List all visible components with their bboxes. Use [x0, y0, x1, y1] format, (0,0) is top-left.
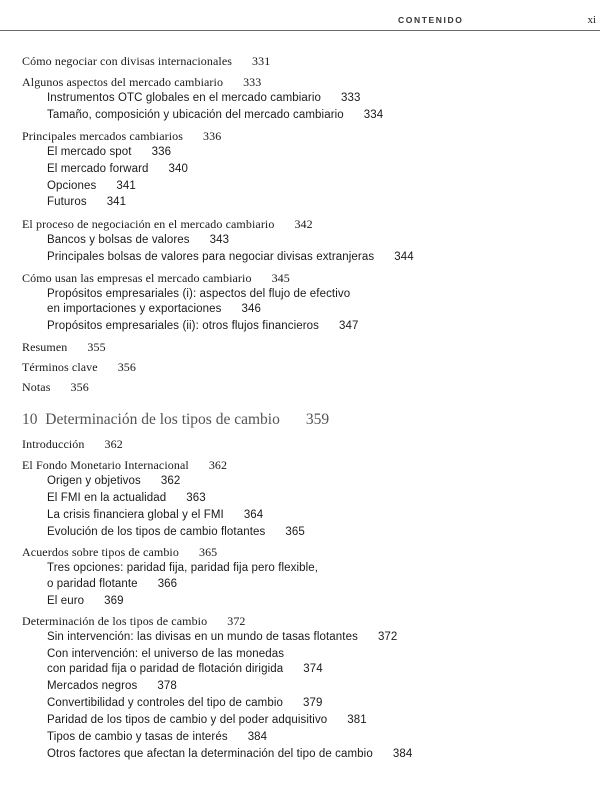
toc-section: Cómo usan las empresas el mercado cambiario 345 — [22, 271, 290, 285]
toc-page: 366 — [157, 578, 178, 590]
toc-page: 345 — [271, 271, 290, 285]
toc-page: 346 — [241, 303, 262, 315]
toc-section: Cómo negociar con divisas internacionales 331 — [22, 54, 271, 68]
toc-subsection: Origen y objetivos 362 — [47, 475, 181, 487]
toc-subsection: Mercados negros 378 — [47, 680, 177, 692]
toc-subsection: Futuros 341 — [47, 196, 127, 208]
toc-subsection: o paridad flotante 366 — [47, 578, 178, 590]
header-rule — [0, 30, 600, 31]
toc-subsection: Tamaño, composición y ubicación del mercado cambiario 334 — [47, 109, 384, 121]
toc-page: 365 — [198, 545, 218, 559]
toc-page: 341 — [106, 196, 127, 208]
toc-section: Algunos aspectos del mercado cambiario 333 — [22, 75, 262, 89]
toc-page: 336 — [203, 129, 222, 143]
chapter-title: 10 Determinación de los tipos de cambio 359 — [22, 411, 330, 428]
toc-page: 333 — [243, 75, 262, 89]
toc-subsection: El FMI en la actualidad 363 — [47, 492, 206, 504]
toc-page: 372 — [377, 631, 398, 643]
toc-subsection: Convertibilidad y controles del tipo de cambio 379 — [47, 697, 323, 709]
toc-subsection: Evolución de los tipos de cambio flotantes 365 — [47, 526, 305, 538]
toc-page: 365 — [285, 526, 305, 538]
toc-page: 341 — [116, 180, 136, 192]
toc-subsection: Tres opciones: paridad fija, paridad fija pero flexible, — [47, 562, 319, 574]
toc-page: 333 — [341, 92, 361, 104]
toc-subsection: con paridad fija o paridad de flotación dirigida 374 — [47, 663, 323, 675]
toc-section: El Fondo Monetario Internacional 362 — [22, 458, 228, 472]
toc-subsection: Principales bolsas de valores para negociar divisas extranjeras 344 — [47, 251, 414, 263]
toc-subsection: Con intervención: el universo de las monedas — [47, 648, 285, 660]
toc-page: 384 — [247, 731, 268, 743]
toc-page: 347 — [339, 320, 359, 332]
toc-page: 331 — [252, 54, 271, 68]
toc-page: 344 — [394, 251, 414, 263]
toc-page: 343 — [209, 234, 230, 246]
toc-section: Introducción 362 — [22, 437, 123, 451]
toc-subsection: Paridad de los tipos de cambio y del poder adquisitivo 381 — [47, 714, 367, 726]
toc-subsection: en importaciones y exportaciones 346 — [47, 303, 262, 315]
toc-subsection: Propósitos empresariales (ii): otros flujos financieros 347 — [47, 320, 359, 332]
toc-page: 359 — [305, 411, 330, 428]
toc-page: 381 — [347, 714, 367, 726]
toc-page: 372 — [227, 614, 246, 628]
toc-subsection: Bancos y bolsas de valores 343 — [47, 234, 230, 246]
toc-section: El proceso de negociación en el mercado cambiario 342 — [22, 217, 313, 231]
toc-subsection: Instrumentos OTC globales en el mercado cambiario 333 — [47, 92, 361, 104]
toc-subsection: El euro 369 — [47, 595, 124, 607]
toc-section: Acuerdos sobre tipos de cambio 365 — [22, 545, 218, 559]
toc-page: 355 — [87, 340, 106, 354]
toc-page: 379 — [303, 697, 323, 709]
toc-subsection: Sin intervención: las divisas en un mundo de tasas flotantes 372 — [47, 631, 398, 643]
toc-section: Determinación de los tipos de cambio 372 — [22, 614, 246, 628]
page-header — [0, 0, 600, 30]
toc-subsection: Propósitos empresariales (i): aspectos del flujo de efectivo — [47, 288, 351, 300]
toc-subsection: La crisis financiera global y el FMI 364 — [47, 509, 264, 521]
toc-page: 364 — [243, 509, 264, 521]
toc-section: Principales mercados cambiarios 336 — [22, 129, 222, 143]
toc-page: 363 — [186, 492, 206, 504]
toc-page: 362 — [208, 458, 228, 472]
toc-page: 342 — [294, 217, 313, 231]
toc-subsection: Tipos de cambio y tasas de interés 384 — [47, 731, 268, 743]
running-head: CONTENIDO — [398, 15, 464, 25]
toc-page: 362 — [104, 437, 123, 451]
toc-section: Notas 356 — [22, 380, 89, 394]
toc-section: Resumen 355 — [22, 340, 106, 354]
toc-page: 384 — [392, 748, 413, 760]
toc-page: 340 — [168, 163, 189, 175]
page-number: xi — [587, 14, 596, 26]
toc-page: 356 — [70, 380, 89, 394]
toc-page: 336 — [151, 146, 172, 158]
toc-page: 374 — [303, 663, 323, 675]
toc-page: 369 — [104, 595, 124, 607]
toc-subsection: El mercado forward 340 — [47, 163, 189, 175]
toc-page: 378 — [157, 680, 177, 692]
toc-page: 334 — [363, 109, 384, 121]
toc-page: 362 — [160, 475, 181, 487]
toc-subsection: Otros factores que afectan la determinación del tipo de cambio 384 — [47, 748, 413, 760]
toc-page: 356 — [117, 360, 137, 374]
toc-subsection: El mercado spot 336 — [47, 146, 172, 158]
toc-section: Términos clave 356 — [22, 360, 137, 374]
toc-subsection: Opciones 341 — [47, 180, 136, 192]
